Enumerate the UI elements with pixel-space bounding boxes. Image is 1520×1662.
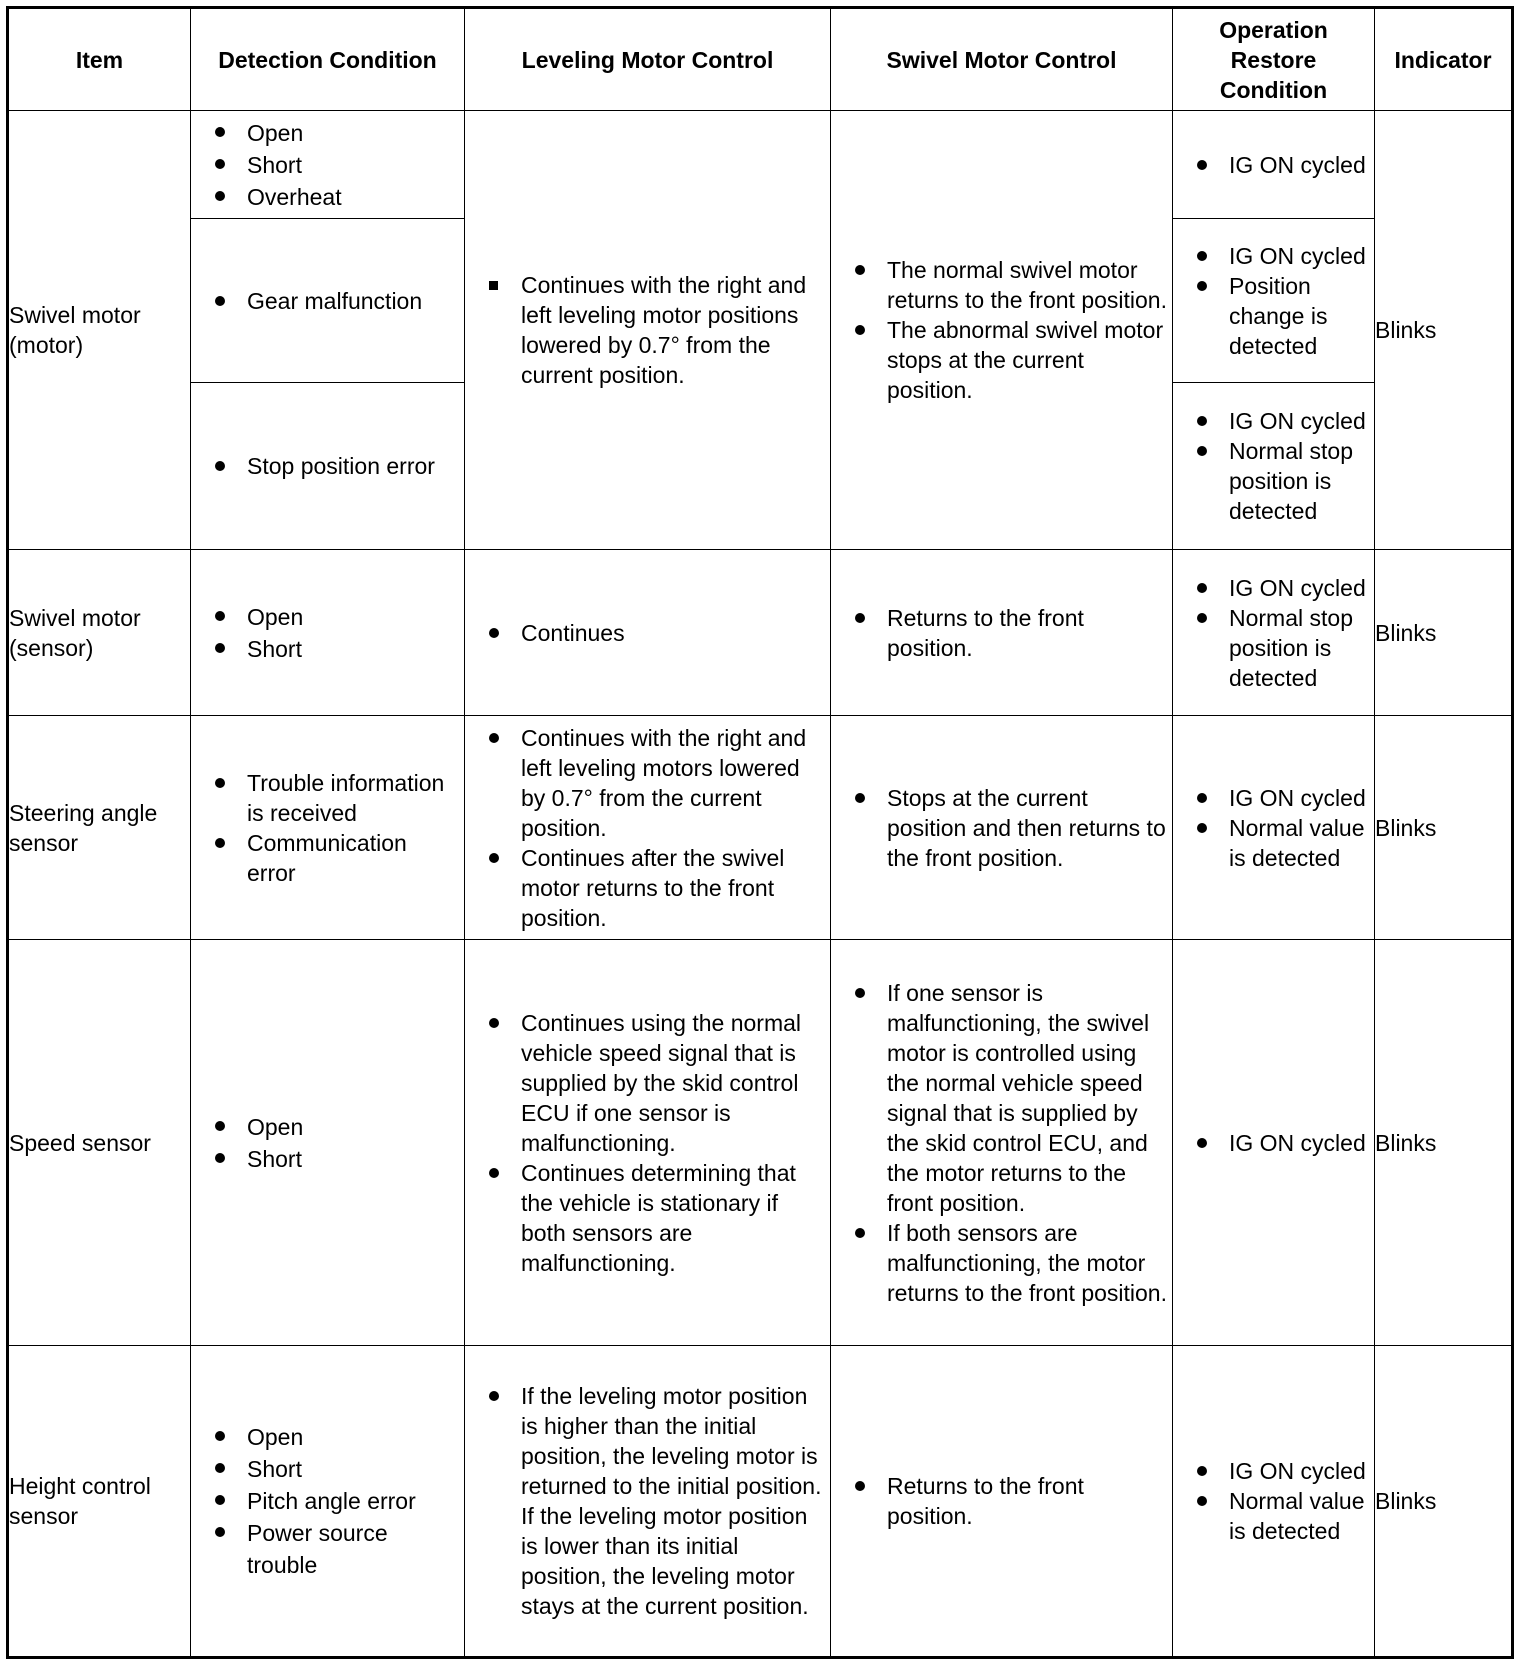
item-line-1: Swivel motor bbox=[9, 604, 141, 631]
swivel-cell bbox=[831, 111, 1173, 550]
detection-cell bbox=[191, 716, 465, 940]
restore-list bbox=[1173, 150, 1374, 180]
restore-cell bbox=[1173, 111, 1375, 219]
list-item: The abnormal swivel motor stops at the current position. bbox=[831, 315, 1168, 405]
list-item: Stop position error bbox=[191, 451, 460, 481]
table-row bbox=[8, 716, 1513, 940]
restore-cell bbox=[1173, 716, 1375, 940]
list-item: IG ON cycled bbox=[1173, 406, 1370, 436]
list-item: Returns to the front position. bbox=[831, 603, 1168, 663]
list-item: Normal value is detected bbox=[1173, 813, 1370, 873]
swivel-list bbox=[831, 783, 1172, 873]
detection-list bbox=[191, 1111, 464, 1175]
item-line-1: Height control bbox=[9, 1473, 151, 1499]
item-line-1: Speed sensor bbox=[9, 1129, 151, 1156]
detection-cell bbox=[191, 940, 465, 1346]
list-item: Normal stop position is detected bbox=[1173, 603, 1370, 693]
table-row bbox=[8, 550, 1513, 716]
list-item: The normal swivel motor returns to the front position. bbox=[831, 255, 1168, 315]
list-item: Normal value is detected bbox=[1173, 1486, 1370, 1546]
list-item: Continues bbox=[465, 618, 826, 648]
leveling-list bbox=[465, 723, 830, 933]
indicator-cell: Blinks bbox=[1375, 716, 1513, 940]
table-row bbox=[8, 940, 1513, 1346]
detection-cell bbox=[191, 219, 465, 383]
leveling-cell bbox=[465, 111, 831, 550]
item-cell bbox=[8, 716, 191, 940]
leveling-cell bbox=[465, 1346, 831, 1658]
swivel-cell bbox=[831, 1346, 1173, 1658]
list-item: IG ON cycled bbox=[1173, 150, 1370, 180]
list-item: Short bbox=[191, 1143, 460, 1175]
detection-list bbox=[191, 117, 464, 213]
item-line-2: (sensor) bbox=[9, 634, 94, 661]
fail-safe-table bbox=[6, 6, 1514, 1659]
list-item: IG ON cycled bbox=[1173, 783, 1370, 813]
restore-list bbox=[1173, 406, 1374, 526]
leveling-cell bbox=[465, 550, 831, 716]
detection-list bbox=[191, 451, 464, 481]
detection-cell bbox=[191, 550, 465, 716]
list-item: Overheat bbox=[191, 181, 460, 213]
table-row bbox=[8, 111, 1513, 219]
list-item: Pitch angle error bbox=[191, 1485, 460, 1517]
list-item: Open bbox=[191, 1111, 460, 1143]
list-item: Stops at the current position and then returns to the front position. bbox=[831, 783, 1168, 873]
header-restore-line-3: Condition bbox=[1219, 76, 1328, 103]
list-item: IG ON cycled bbox=[1173, 241, 1370, 271]
detection-list bbox=[191, 768, 464, 888]
list-item: Short bbox=[191, 1453, 460, 1485]
list-item: Continues with the right and left leveling motors lowered by 0.7° from the current position. bbox=[465, 723, 826, 843]
swivel-cell bbox=[831, 550, 1173, 716]
header-row bbox=[8, 8, 1513, 111]
list-item: If one sensor is malfunctioning, the swivel motor is controlled using the normal vehicle speed signal that is supplied by the skid control ECU, and the motor returns to the front position. bbox=[831, 978, 1168, 1218]
detection-list bbox=[191, 286, 464, 316]
header-leveling-motor-control: Leveling Motor Control bbox=[465, 8, 831, 111]
list-item: Open bbox=[191, 117, 460, 149]
restore-list bbox=[1173, 1128, 1374, 1158]
list-item: IG ON cycled bbox=[1173, 1456, 1370, 1486]
list-item: Gear malfunction bbox=[191, 286, 460, 316]
list-item: Trouble information is received bbox=[191, 768, 460, 828]
list-item: Continues determining that the vehicle is stationary if both sensors are malfunctioning. bbox=[465, 1158, 826, 1278]
swivel-list bbox=[831, 603, 1172, 663]
swivel-cell bbox=[831, 716, 1173, 940]
list-item: Continues after the swivel motor returns to the front position. bbox=[465, 843, 826, 933]
restore-cell bbox=[1173, 383, 1375, 550]
restore-list bbox=[1173, 573, 1374, 693]
header-restore-line-2: Restore bbox=[1230, 46, 1317, 73]
swivel-list bbox=[831, 1471, 1172, 1531]
list-item: Short bbox=[191, 633, 460, 665]
indicator-cell: Blinks bbox=[1375, 1346, 1513, 1658]
list-item: Normal stop position is detected bbox=[1173, 436, 1370, 526]
restore-cell bbox=[1173, 550, 1375, 716]
header-detection-condition: Detection Condition bbox=[191, 8, 465, 111]
swivel-list bbox=[831, 255, 1172, 405]
item-line-1: Swivel motor bbox=[9, 302, 141, 328]
detection-list bbox=[191, 601, 464, 665]
restore-list bbox=[1173, 783, 1374, 873]
list-item: If the leveling motor position is higher than the initial position, the leveling motor is returned to the initial position. If the leveling motor position is lower than its initial position, the leveling motor stays at the current position. bbox=[465, 1381, 826, 1621]
list-item: Open bbox=[191, 1421, 460, 1453]
item-cell bbox=[8, 111, 191, 550]
table-row bbox=[8, 1346, 1513, 1658]
leveling-list bbox=[465, 270, 830, 390]
list-item: Communication error bbox=[191, 828, 460, 888]
swivel-cell bbox=[831, 940, 1173, 1346]
leveling-cell bbox=[465, 716, 831, 940]
list-item: Continues using the normal vehicle speed signal that is supplied by the skid control ECU if one sensor is malfunctioning. bbox=[465, 1008, 826, 1158]
item-line-2: (motor) bbox=[9, 332, 84, 358]
item-line-2: sensor bbox=[9, 829, 79, 856]
item-line-2: sensor bbox=[9, 1503, 79, 1529]
detection-cell bbox=[191, 111, 465, 219]
header-indicator: Indicator bbox=[1375, 8, 1513, 111]
detection-cell bbox=[191, 1346, 465, 1658]
leveling-list bbox=[465, 618, 830, 648]
list-item: IG ON cycled bbox=[1173, 1128, 1370, 1158]
list-item: Continues with the right and left leveling motor positions lowered by 0.7° from the current position. bbox=[465, 270, 826, 390]
leveling-cell bbox=[465, 940, 831, 1346]
detection-list bbox=[191, 1421, 464, 1581]
swivel-list bbox=[831, 978, 1172, 1308]
restore-list bbox=[1173, 241, 1374, 361]
list-item: Power source trouble bbox=[191, 1517, 460, 1581]
leveling-list bbox=[465, 1008, 830, 1278]
header-item: Item bbox=[8, 8, 191, 111]
indicator-cell: Blinks bbox=[1375, 550, 1513, 716]
item-cell bbox=[8, 1346, 191, 1658]
header-restore-line-1: Operation bbox=[1219, 16, 1328, 43]
restore-list bbox=[1173, 1456, 1374, 1546]
list-item: IG ON cycled bbox=[1173, 573, 1370, 603]
indicator-cell: Blinks bbox=[1375, 940, 1513, 1346]
list-item: Short bbox=[191, 149, 460, 181]
item-cell bbox=[8, 550, 191, 716]
restore-cell bbox=[1173, 940, 1375, 1346]
list-item: Position change is detected bbox=[1173, 271, 1370, 361]
list-item: Returns to the front position. bbox=[831, 1471, 1168, 1531]
indicator-cell: Blinks bbox=[1375, 111, 1513, 550]
item-line-1: Steering angle bbox=[9, 799, 158, 826]
restore-cell bbox=[1173, 219, 1375, 383]
header-operation-restore-condition bbox=[1173, 8, 1375, 111]
list-item: If both sensors are malfunctioning, the motor returns to the front position. bbox=[831, 1218, 1168, 1308]
leveling-list bbox=[465, 1381, 830, 1621]
item-cell bbox=[8, 940, 191, 1346]
list-item: Open bbox=[191, 601, 460, 633]
header-swivel-motor-control: Swivel Motor Control bbox=[831, 8, 1173, 111]
detection-cell bbox=[191, 383, 465, 550]
restore-cell bbox=[1173, 1346, 1375, 1658]
